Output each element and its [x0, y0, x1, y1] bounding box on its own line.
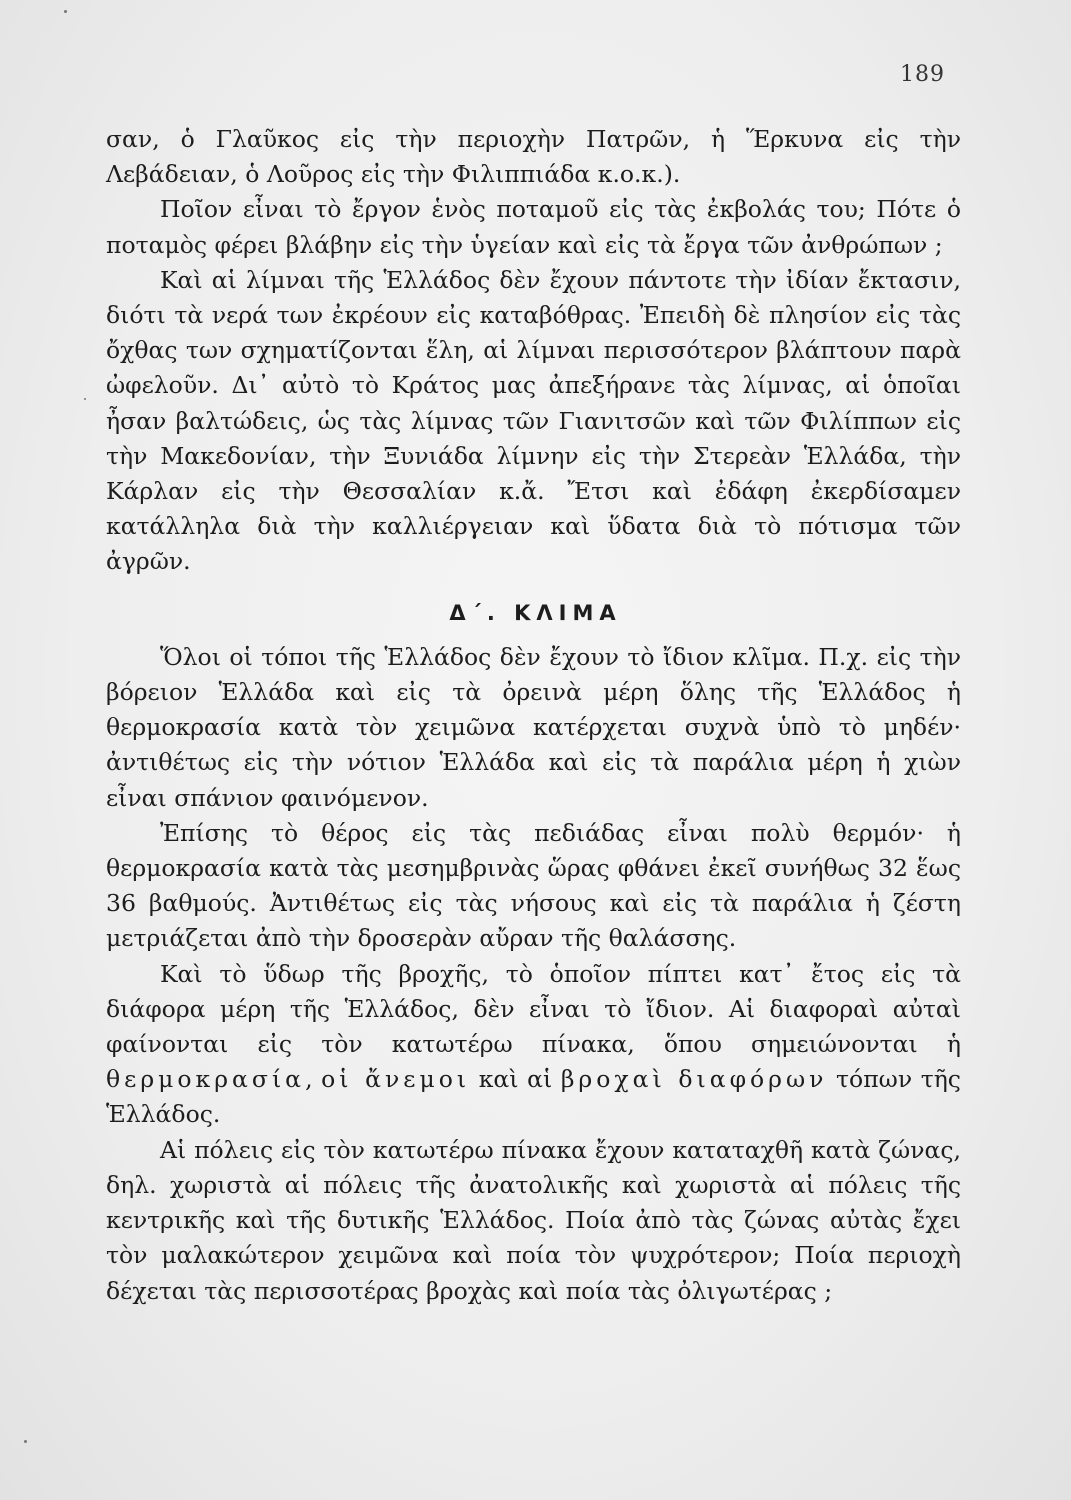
section-heading-climate: Δ΄. ΚΛΙΜΑ [449, 600, 622, 625]
paragraph-zones-question: Αἱ πόλεις εἰς τὸν κατωτέρω πίνακα ἔχουν καταταχθῆ κατὰ ζώνας, δηλ. χωριστὰ αἱ πόλεις τῆς ἀνατολικῆς καὶ χωριστὰ αἱ πόλεις τῆς κεντρικῆς καὶ τῆς δυτικῆς Ἑλλάδος. Ποία ἀπὸ τὰς ζώνας αὐτὰς ἔχει τὸν μαλακώτερον χειμῶνα καὶ ποία τὸν ψυχρότερον; Ποία περιοχὴ δέχεται τὰς περισσοτέρας βροχὰς καὶ ποία τὰς ὀλιγωτέρας ; [106, 1135, 961, 1305]
emphasis-rains: βροχαὶ διαφόρων [560, 1065, 828, 1094]
paper-speck [64, 10, 67, 13]
body-text [106, 122, 961, 1309]
paragraph-rivers-continued: σαν, ὁ Γλαῦκος εἰς τὴν περιοχὴν Πατρῶν, ἡ Ἕρκυνα εἰς τὴν Λεβάδειαν, ὁ Λοῦρος εἰς τὴν Φιλιππιάδα κ.ο.κ.). [106, 125, 961, 189]
rainfall-text-3: καὶ αἱ [470, 1065, 561, 1094]
paragraph-rainfall [106, 957, 961, 1133]
paper-speck [84, 398, 86, 400]
paragraph-climate-summer: Ἐπίσης τὸ θέρος εἰς τὰς πεδιάδας εἶναι πολὺ θερμόν· ἡ θερμοκρασία κατὰ τὰς μεσημβρινὰς ὥρας φθάνει ἐκεῖ συνήθως 32 ἕως 36 βαθμούς. Ἀντιθέτως εἰς τὰς νήσους καὶ εἰς τὰ παράλια ἡ ζέστη μετριάζεται ἀπὸ τὴν δροσερὰν αὔραν τῆς θαλάσσης. [106, 818, 961, 953]
page-number: 189 [900, 62, 945, 87]
rainfall-text-1: Καὶ τὸ ὕδωρ τῆς βροχῆς, τὸ ὁποῖον πίπτει κατ᾽ ἔτος εἰς τὰ διάφορα μέρη τῆς Ἑλλάδος, δὲν εἶναι τὸ ἴδιον. Αἱ διαφοραὶ αὐταὶ φαίνονται εἰς τὸν κατωτέρω πίνακα, ὅπου σημειώνονται ἡ [106, 959, 961, 1059]
emphasis-winds: οἱ ἄνεμοι [321, 1065, 471, 1094]
rainfall-text-4: τόπων τῆς Ἑλλάδος. [106, 1065, 961, 1129]
rainfall-text-2: , [305, 1065, 322, 1094]
paragraph-climate-winter: Ὅλοι οἱ τόποι τῆς Ἑλλάδος δὲν ἔχουν τὸ ἴδιον κλῖμα. Π.χ. εἰς τὴν βόρειον Ἑλλάδα καὶ εἰς τὰ ὀρεινὰ μέρη ὅλης τῆς Ἑλλάδος ἡ θερμοκρασία κατὰ τὸν χειμῶνα κατέρχεται συχνὰ ὑπὸ τὸ μηδέν· ἀντιθέτως εἰς τὴν νότιον Ἑλλάδα καὶ εἰς τὰ παράλια μέρη ἡ χιὼν εἶναι σπάνιον φαινόμενον. [106, 642, 961, 812]
emphasis-temperature: θερμοκρασία [106, 1065, 306, 1094]
paragraph-lakes: Καὶ αἱ λίμναι τῆς Ἑλλάδος δὲν ἔχουν πάντοτε τὴν ἰδίαν ἔκτασιν, διότι τὰ νερά των ἐκρέουν εἰς καταβόθρας. Ἐπειδὴ δὲ πλησίον εἰς τὰς ὄχθας των σχηματίζονται ἕλη, αἱ λίμναι περισσότερον βλάπτουν παρὰ ὠφελοῦν. Δι᾽ αὐτὸ τὸ Κράτος μας ἀπεξήρανε τὰς λίμνας, αἱ ὁποῖαι ἦσαν βαλτώδεις, ὡς τὰς λίμνας τῶν Γιανιτσῶν καὶ τῶν Φιλίππων εἰς τὴν Μακεδονίαν, τὴν Ξυνιάδα λίμνην εἰς τὴν Στερεὰν Ἑλλάδα, τὴν Κάρλαν εἰς τὴν Θεσσαλίαν κ.ἄ. Ἔτσι καὶ ἐδάφη ἐκερδίσαμεν κατάλληλα διὰ τὴν καλλιέργειαν καὶ ὕδατα διὰ τὸ πότισμα τῶν ἀγρῶν. [106, 265, 961, 576]
paper-speck [24, 1440, 27, 1443]
paragraph-river-question: Ποῖον εἶναι τὸ ἔργον ἑνὸς ποταμοῦ εἰς τὰς ἐκβολάς του; Πότε ὁ ποταμὸς φέρει βλάβην εἰς τὴν ὑγείαν καὶ εἰς τὰ ἔργα τῶν ἀνθρώπων ; [106, 195, 961, 259]
